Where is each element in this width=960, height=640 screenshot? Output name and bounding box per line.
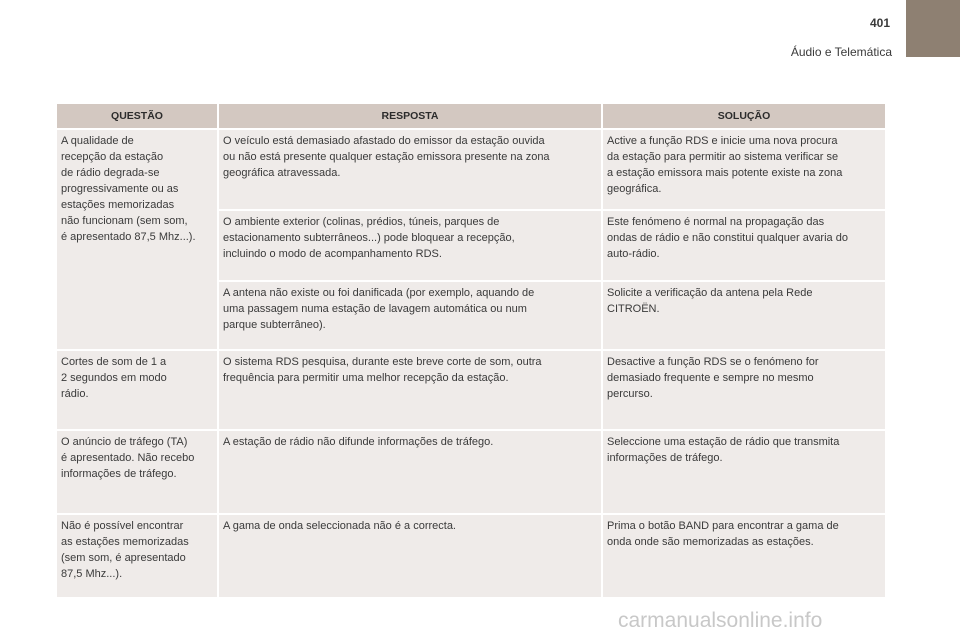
answer-cell: [218, 210, 602, 281]
table-row: [57, 350, 885, 430]
question-cell: [57, 514, 218, 598]
solution-cell: [602, 210, 885, 281]
table-row: [57, 129, 885, 210]
answer-cell: [218, 129, 602, 210]
chapter-tab-marker: [906, 0, 960, 57]
solution-text: Solicite a verificação da antena pela Rede CITROËN.: [607, 287, 813, 315]
question-cell: [57, 129, 218, 350]
column-header-question: QUESTÃO: [57, 104, 218, 129]
answer-text: A gama de onda seleccionada não é a correcta.: [223, 520, 456, 532]
answer-cell: [218, 350, 602, 430]
column-header-solution: SOLUÇÃO: [602, 104, 885, 129]
answer-text: O ambiente exterior (colinas, prédios, túneis, parques de estacionamento subterrâneos...) pode bloquear a recepção, incluindo o modo de acompanhamento RDS.: [223, 216, 515, 260]
table-row: [57, 430, 885, 514]
answer-cell: [218, 514, 602, 598]
solution-text: Este fenómeno é normal na propagação das ondas de rádio e não constitui qualquer avaria do auto-rádio.: [607, 216, 848, 260]
question-text: A qualidade de recepção da estação de rádio degrada-se progressivamente ou as estações memorizadas não funcionam (sem som, é apresentado 87,5 Mhz...).: [61, 135, 196, 243]
answer-text: A estação de rádio não difunde informações de tráfego.: [223, 436, 494, 448]
section-title: Áudio e Telemática: [790, 45, 892, 59]
question-cell: [57, 430, 218, 514]
solution-text: Seleccione uma estação de rádio que transmita informações de tráfego.: [607, 436, 840, 464]
question-text: Não é possível encontrar as estações memorizadas (sem som, é apresentado 87,5 Mhz...).: [61, 520, 189, 580]
question-cell: [57, 350, 218, 430]
answer-text: O veículo está demasiado afastado do emissor da estação ouvida ou não está presente qualquer estação emissora presente na zona geográfica atravessada.: [223, 135, 550, 179]
question-text: O anúncio de tráfego (TA) é apresentado. Não recebo informações de tráfego.: [61, 436, 195, 480]
table-row: [57, 514, 885, 598]
answer-text: O sistema RDS pesquisa, durante este breve corte de som, outra frequência para permitir uma melhor recepção da estação.: [223, 356, 542, 384]
solution-cell: [602, 430, 885, 514]
answer-text: A antena não existe ou foi danificada (por exemplo, aquando de uma passagem numa estação de lavagem automática ou num parque subterrâneo).: [223, 287, 535, 331]
solution-text: Prima o botão BAND para encontrar a gama de onda onde são memorizadas as estações.: [607, 520, 839, 548]
solution-cell: [602, 514, 885, 598]
answer-cell: [218, 281, 602, 350]
answer-cell: [218, 430, 602, 514]
troubleshooting-table: [57, 104, 885, 599]
solution-cell: [602, 129, 885, 210]
column-header-answer: RESPOSTA: [218, 104, 602, 129]
page-number: 401: [869, 16, 890, 30]
solution-text: Desactive a função RDS se o fenómeno for demasiado frequente e sempre no mesmo percurso.: [607, 356, 819, 400]
solution-cell: [602, 350, 885, 430]
watermark-text: carmanualsonline.info: [618, 609, 823, 632]
solution-cell: [602, 281, 885, 350]
question-text: Cortes de som de 1 a 2 segundos em modo rádio.: [61, 356, 167, 400]
table-header-row: [57, 104, 885, 129]
solution-text: Active a função RDS e inicie uma nova procura da estação para permitir ao sistema verificar se a estação emissora mais potente existe na zona geográfica.: [607, 135, 843, 195]
